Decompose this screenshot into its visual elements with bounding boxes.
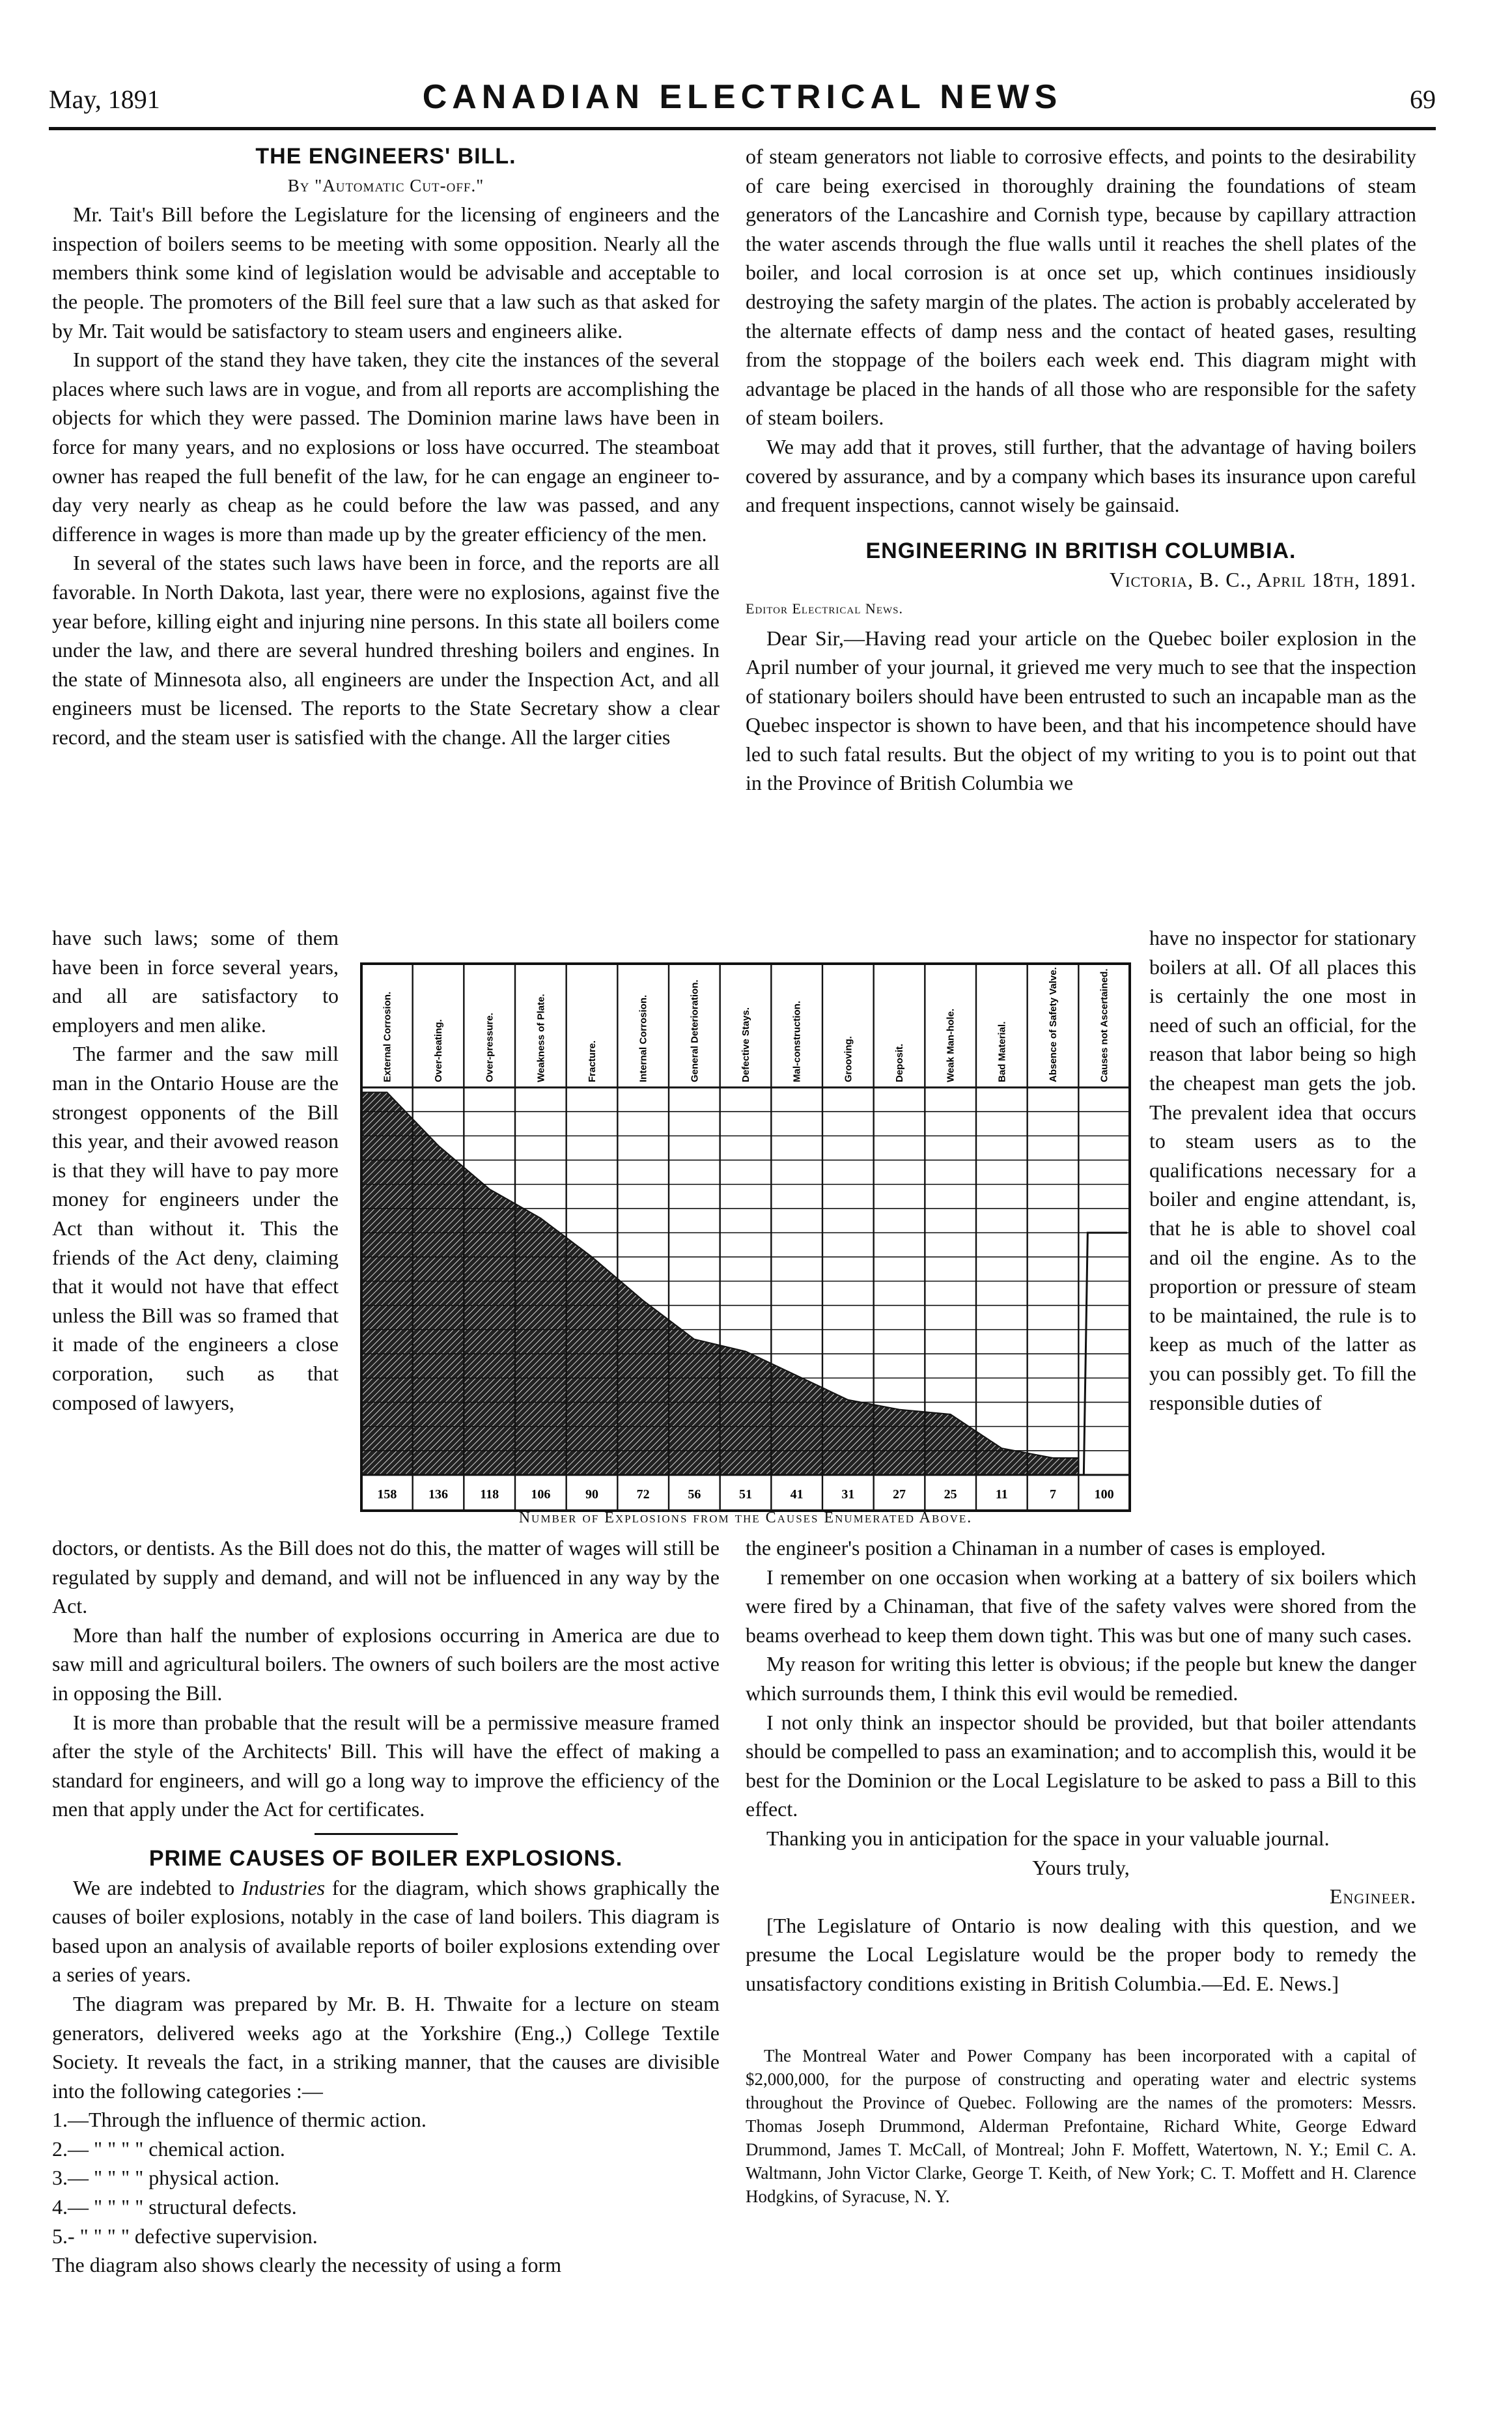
left-column-bottom (52, 1533, 720, 2280)
paragraph: In support of the stand they have taken, they cite the instances of the several places where such laws are in vogue, and from all reports are accomplishing the objects for which they were passed. The Dominion marine laws have been in force for many years, and no explosions or loss have occurred. The steamboat owner has reaped the full benefit of the law, for he can engage an engineer to-day very nearly as cheap as he could before the law was passed, and any difference in wages is more than made up by the greater efficiency of the men. (52, 348, 720, 546)
page-header (49, 75, 1436, 130)
paragraph: Mr. Tait's Bill before the Legislature for the licensing of engineers and the inspection of boilers seems to be meeting with some opposition. Nearly all the members think some kind of legislation would be advisable and acceptable to the people. The promoters of the Bill feel sure that a law such as that asked for by Mr. Tait would be satisfactory to steam users and engineers alike. (52, 203, 720, 343)
value-label: 118 (480, 1487, 499, 1502)
chart-caption: Number of Explosions from the Causes Enumerated Above. (518, 1509, 973, 1526)
value-label: 90 (585, 1487, 598, 1502)
issue-date: May, 1891 (49, 85, 160, 114)
category-label: Causes not Ascertained. (1099, 968, 1110, 1082)
value-label: 158 (377, 1487, 397, 1502)
masthead: CANADIAN ELECTRICAL NEWS (422, 78, 1063, 116)
paragraph: the engineer's position a Chinaman in a number of cases is employed. (746, 1536, 1326, 1560)
signature: Engineer. (1329, 1884, 1416, 1909)
value-label: 41 (790, 1487, 804, 1502)
right-column-top (746, 142, 1416, 798)
value-label: 106 (531, 1487, 551, 1502)
category-label: Over-heating. (433, 1019, 444, 1082)
dateline: Victoria, B. C., April 18th, 1891. (1110, 568, 1416, 592)
page-number: 69 (1410, 85, 1436, 114)
article-title-prime-causes: PRIME CAUSES OF BOILER EXPLOSIONS. (148, 1845, 623, 1871)
paragraph: More than half the number of explosions occurring in America are due to saw mill and agricultural boilers. The owners of such boilers are the most active in opposing the Bill. (52, 1623, 720, 1705)
list-item: 4.— " " " " structural defects. (52, 2195, 297, 2219)
right-column-narrow (1149, 923, 1416, 1417)
editor-note: [The Legislature of Ontario is now dealing with this question, and we presume the Local Legislature would be the proper body to remedy the unsatisfactory conditions existing in British Columbia.—Ed. E. News.] (746, 1913, 1416, 1995)
category-label: Absence of Safety Valve. (1048, 967, 1059, 1082)
category-label: Weak Man-hole. (945, 1008, 957, 1082)
paragraph: of steam generators not liable to corrosive effects, and points to the desirability of care being exercised in thoroughly draining the foundations of steam generators of the Lancashire and Cornish type, because by capillary attraction the water ascends through the flue walls until it reaches the shell plates of the boiler, and local corrosion is at once set up, which continues insidiously destroying the safety margin of the plates. The action is probably accelerated by the alternate effects of damp ness and the contact of heated gases, resulting from the stoppage of the boilers each week end. This diagram might with advantage be placed in the hands of all those who are responsible for the safety of steam boilers. (746, 145, 1416, 430)
value-label: 27 (893, 1487, 906, 1502)
paragraph: The diagram was prepared by Mr. B. H. Thwaite for a lecture on steam generators, delivered weeks ago at the Yorkshire (Eng.,) College Textile Society. It reveals the fact, in a striking manner, that the causes are divisible into the following categories :— (52, 1991, 720, 2103)
paragraph: Dear Sir,—Having read your article on the Quebec boiler explosion in the April number of your journal, it grieved me very much to see that the inspection of stationary boilers should have been entrusted to such an incapable man as the Quebec inspector is shown to have been, and that his incompetence should have led to such fatal results. But the object of my writing to you is to point out that in the Province of British Columbia we (746, 626, 1416, 795)
paragraph: It is more than probable that the result will be a permissive measure framed after the style of the Architects' Bill. This will have the effect of making a standard for engineers, and will go a long way to improve the efficiency of the men that apply under the Act for certificates. (52, 1710, 720, 1821)
paragraph: In several of the states such laws have been in force, and the reports are all favorable. In North Dakota, last year, there were no explosions, against five the year before, killing eight and injuring nine persons. In this state all boilers come under the law, and there are several hundred threshing boilers and engines. In the state of Minnesota also, all engineers are under the Inspection Act, and all engineers must be licensed. The reports to the State Secretary show a clear record, and the steam user is satisfied with the change. All the larger cities (52, 551, 720, 749)
paragraph: doctors, or dentists. As the Bill does not do this, the matter of wages will still be regulated by supply and demand, and will not be influenced in any way by the Act. (52, 1536, 720, 1618)
article-title-british-columbia: ENGINEERING IN BRITISH COLUMBIA. (865, 538, 1296, 563)
paragraph: We may add that it proves, still further, that the advantage of having boilers covered by assurance, and by a company which bases its insurance upon careful and frequent inspections, cannot wisely be gainsaid. (746, 434, 1416, 517)
list-item: 3.— " " " " physical action. (52, 2166, 280, 2190)
explosion-causes-chart (355, 957, 1136, 1517)
paragraph: have no inspector for stationary boilers at all. Of all places this is certainly the one most in need of such an official, for the reason that labor being so high the cheapest man gets the job. The prevalent idea that occurs to steam users as to the qualifications necessary for a boiler and engine attendant, is, that he is able to shovel coal and oil the engine. As to the proportion or pressure of steam to be maintained, the rule is to keep as much of the latter as you can possibly get. To fill the responsible duties of (1149, 926, 1416, 1414)
category-label: Defective Stays. (740, 1007, 751, 1082)
list-item: 1.—Through the influence of thermic action. (52, 2108, 427, 2132)
paragraph: I remember on one occasion when working at a battery of six boilers which were fired by a Chinaman, that five of the safety valves were shored from the beams overhead to keep them down tight. This was but one of many such cases. (746, 1565, 1416, 1647)
byline: By "Automatic Cut-off." (287, 175, 484, 195)
category-label: Internal Corrosion. (637, 994, 649, 1082)
category-label: Deposit. (894, 1043, 905, 1082)
value-label: 51 (739, 1487, 752, 1502)
value-label: 56 (688, 1487, 701, 1502)
editor-salutation: Editor Electrical News. (746, 600, 903, 617)
value-label: 136 (428, 1487, 448, 1502)
list-item: 5.- " " " " defective supervision. (52, 2224, 318, 2248)
paragraph: The diagram also shows clearly the necessity of using a form (52, 2253, 561, 2277)
category-label: General Deterioration. (689, 979, 701, 1082)
value-label: 100 (1094, 1487, 1114, 1502)
category-label: Weakness of Plate. (535, 994, 547, 1082)
paragraph: We are indebted to Industries for the diagram, which shows graphically the causes of boiler explosions, notably in the case of land boilers. This diagram is based upon an analysis of available reports of boiler explosions extending over a series of years. (52, 1875, 720, 1987)
paragraph: The farmer and the saw mill man in the Ontario House are the strongest opponents of the Bill this year, and their avowed reason is that they will have to pay more money for engineers under the Act than without it. This the friends of the Act deny, claiming that it would not have that effect unless the Bill was so framed that it made of the engineers a close corporation, such as that composed of lawyers, (52, 1042, 339, 1414)
category-label: Fracture. (587, 1040, 598, 1082)
paragraph: have such laws; some of them have been in force several years, and all are satisfactory to employers and men alike. (52, 926, 339, 1037)
journal-name: Industries (242, 1875, 326, 1899)
left-column-top (52, 142, 720, 751)
value-label: 7 (1050, 1487, 1056, 1502)
value-label: 72 (636, 1487, 650, 1502)
causes-list (52, 2105, 720, 2250)
paragraph: I not only think an inspector should be provided, but that boiler attendants should be compelled to pass an examination; and to accomplish this, would it be best for the Dominion or the Local Legislature to be asked to pass a Bill to this effect. (746, 1710, 1416, 1821)
value-label: 31 (841, 1487, 855, 1502)
value-label: 11 (995, 1487, 1008, 1502)
article-title-engineers-bill: THE ENGINEERS' BILL. (255, 144, 516, 169)
divider (315, 1833, 458, 1835)
category-label: Bad Material. (996, 1021, 1008, 1082)
list-item: 2.— " " " " chemical action. (52, 2136, 285, 2161)
category-label: Over-pressure. (484, 1013, 496, 1082)
closing: Yours truly, (1032, 1855, 1130, 1879)
category-label: Mal-construction. (791, 1000, 803, 1082)
company-notice: The Montreal Water and Power Company has been incorporated with a capital of $2,000,000, for the purpose of constructing and operating water and electric systems throughout the Province of Quebec. Following are the names of the promoters: Messrs. Thomas Joseph Drummond, Alderman Prefontaine, Richard White, George Edward Drummond, James T. McCall, of Montreal; John F. Moffett, Watertown, N. Y.; Emil C. A. Waltmann, John Victor Clarke, George T. Keith, of New York; C. T. Moffett and H. Clarence Hodgkins, of Syracuse, N. Y. (746, 2045, 1416, 2206)
right-column-bottom (746, 1533, 1416, 2208)
category-label: External Corrosion. (382, 991, 393, 1082)
value-label: 25 (944, 1487, 957, 1502)
left-column-narrow (52, 923, 339, 1417)
category-label: Grooving. (843, 1036, 854, 1082)
paragraph: Thanking you in anticipation for the space in your valuable journal. (766, 1826, 1330, 1850)
paragraph: My reason for writing this letter is obvious; if the people but knew the danger which surrounds them, I think this evil would be remedied. (746, 1652, 1416, 1705)
